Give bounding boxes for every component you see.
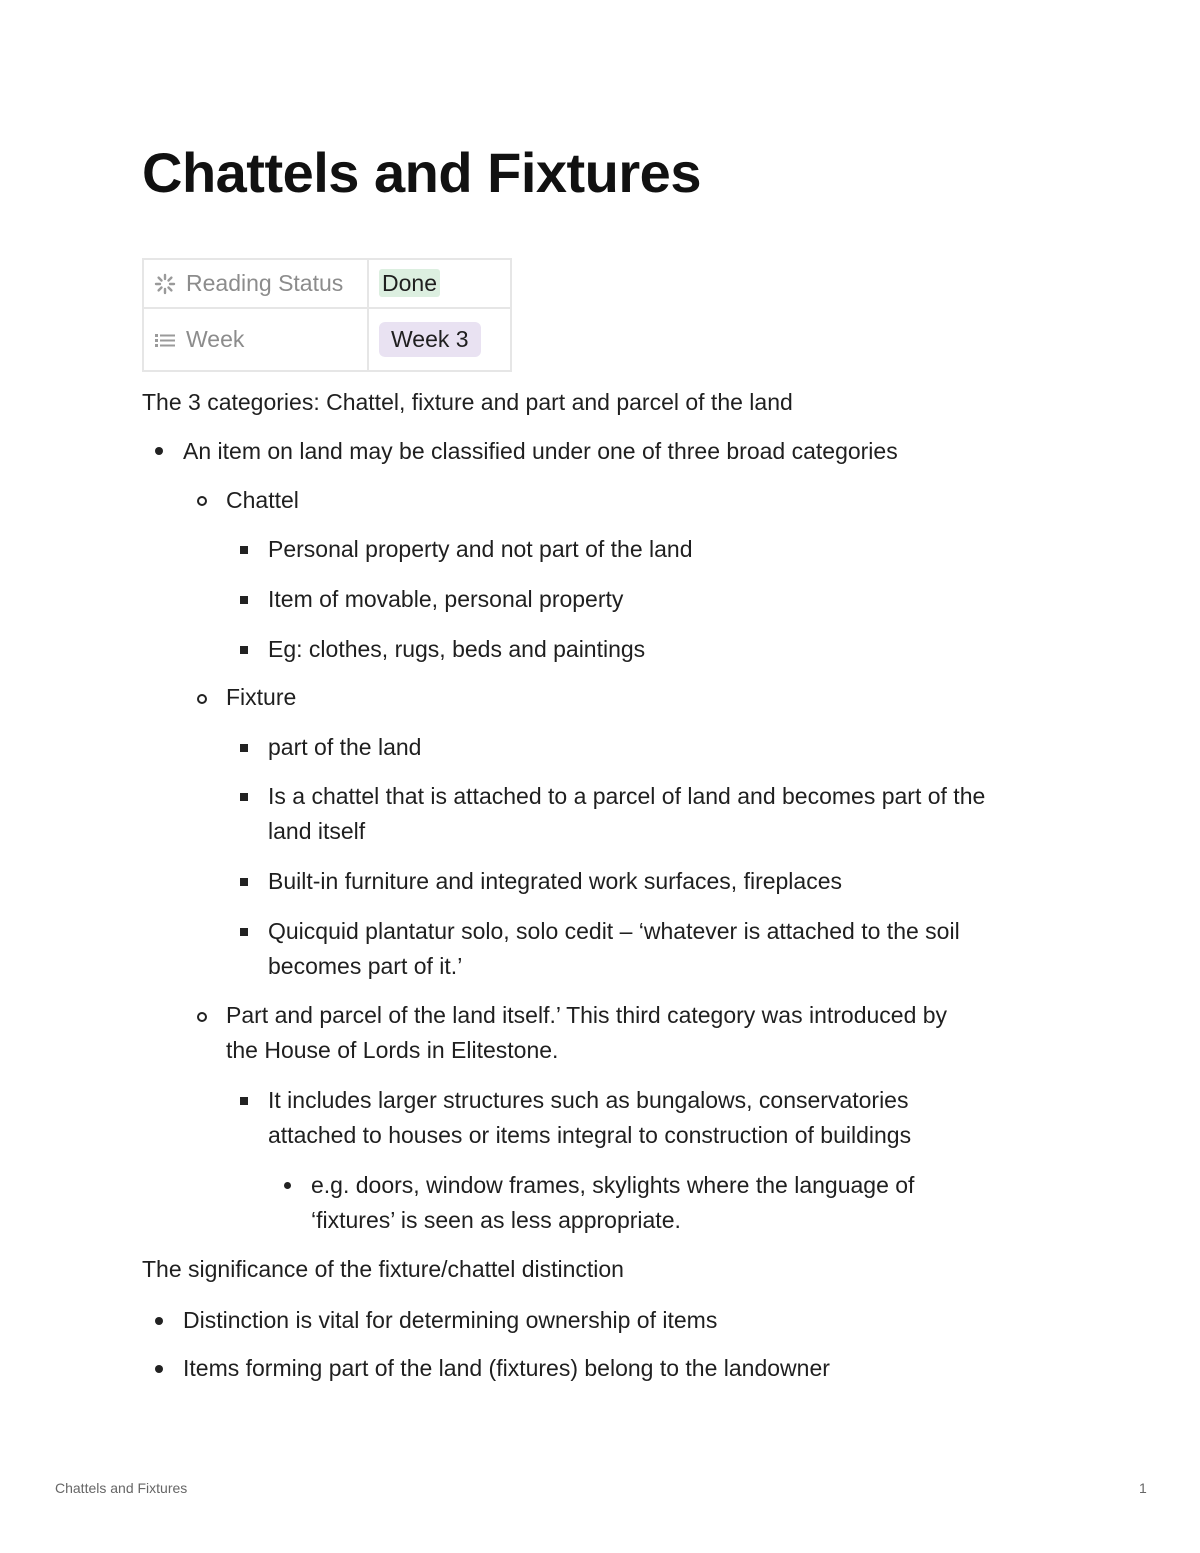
bullet-ring xyxy=(197,694,207,704)
bullet-dot xyxy=(155,447,163,455)
property-row-week xyxy=(143,308,511,371)
bullet-ring xyxy=(197,496,207,506)
list-item: Personal property and not part of the land xyxy=(268,536,693,562)
list-item-chattel: Chattel xyxy=(226,487,299,513)
bullet-dot xyxy=(284,1182,291,1189)
list-item-fixture: Fixture xyxy=(226,684,297,710)
list-item-continued: ‘fixtures’ is seen as less appropriate. xyxy=(311,1207,681,1233)
bullet-square xyxy=(240,1097,248,1105)
bullet-square xyxy=(240,878,248,886)
list-item: e.g. doors, window frames, skylights where the language of xyxy=(311,1172,915,1198)
bullet-dot xyxy=(155,1365,163,1373)
footer-title: Chattels and Fixtures xyxy=(55,1480,188,1496)
page-title: Chattels and Fixtures xyxy=(142,141,701,204)
bullet-square xyxy=(240,646,248,654)
list-item: Built-in furniture and integrated work surfaces, fireplaces xyxy=(268,868,843,894)
list-item: Distinction is vital for determining ownership of items xyxy=(183,1307,718,1333)
list-icon xyxy=(154,329,176,351)
list-item: part of the land xyxy=(268,734,422,760)
list-item-continued: land itself xyxy=(268,818,366,844)
bullet-square xyxy=(240,596,248,604)
page-number: 1 xyxy=(1139,1480,1147,1496)
list-item: An item on land may be classified under one of three broad categories xyxy=(183,438,898,464)
bullet-square xyxy=(240,744,248,752)
spinner-icon xyxy=(154,273,176,295)
intro-paragraph: The 3 categories: Chattel, fixture and part and parcel of the land xyxy=(142,389,793,415)
list-item: Is a chattel that is attached to a parcel of land and becomes part of the xyxy=(268,783,986,809)
property-key-week: Week xyxy=(186,326,245,352)
section-paragraph: The significance of the fixture/chattel distinction xyxy=(142,1256,624,1282)
list-item: Item of movable, personal property xyxy=(268,586,624,612)
bullet-square xyxy=(240,793,248,801)
list-item-continued: the House of Lords in Elitestone. xyxy=(226,1037,559,1063)
status-badge[interactable]: Done xyxy=(379,269,440,297)
bullet-dot xyxy=(155,1317,163,1325)
bullet-square xyxy=(240,928,248,936)
list-item: It includes larger structures such as bungalows, conservatories xyxy=(268,1087,909,1113)
bullet-square xyxy=(240,546,248,554)
list-item: Quicquid plantatur solo, solo cedit – ‘whatever is attached to the soil xyxy=(268,918,960,944)
property-key-reading-status: Reading Status xyxy=(186,270,344,296)
list-item: Items forming part of the land (fixtures) belong to the landowner xyxy=(183,1355,830,1381)
list-item-continued: attached to houses or items integral to construction of buildings xyxy=(268,1122,912,1148)
properties-table xyxy=(142,258,512,372)
week-tag[interactable]: Week 3 xyxy=(379,322,481,357)
list-item-continued: becomes part of it.’ xyxy=(268,953,463,979)
list-item-part-and-parcel: Part and parcel of the land itself.’ This third category was introduced by xyxy=(226,1002,948,1028)
list-item: Eg: clothes, rugs, beds and paintings xyxy=(268,636,646,662)
bullet-ring xyxy=(197,1012,207,1022)
property-row-reading-status xyxy=(143,259,511,308)
